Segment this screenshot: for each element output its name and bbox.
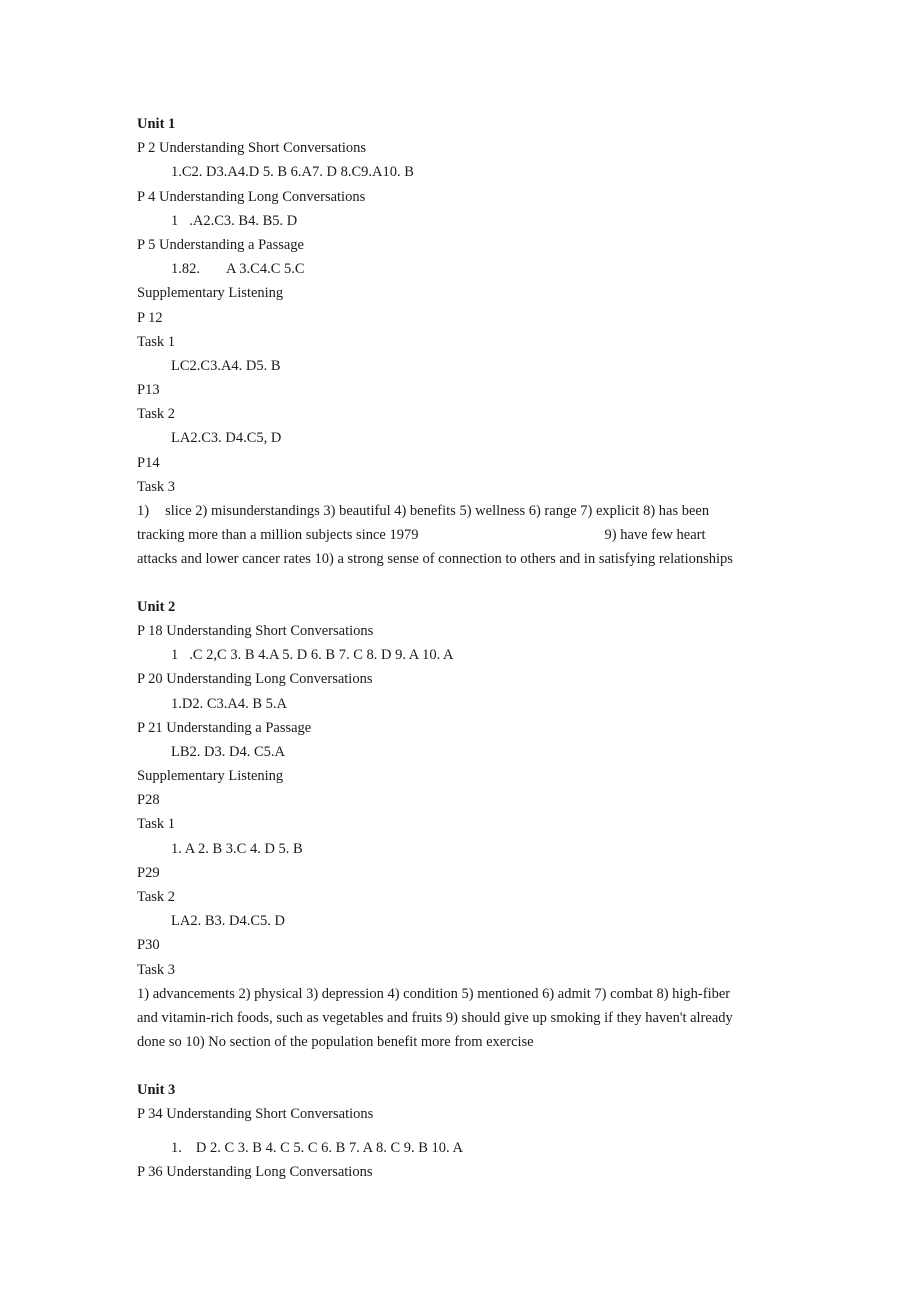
answer-values: tracking more than a million subjects since 1979 xyxy=(137,527,419,544)
unit-2-passage-heading: P 21 Understanding a Passage xyxy=(137,719,312,736)
unit-1-task-2-heading: Task 2 xyxy=(137,406,176,423)
unit-1-supplementary-heading: Supplementary Listening xyxy=(137,285,284,302)
unit-2-page-29: P29 xyxy=(137,864,160,881)
unit-2-task-3-answers-line-1: 1) advancements 2) physical 3) depression 4) condition 5) mentioned 6) admit 7) combat 8) high-fiber xyxy=(137,985,731,1002)
unit-3-short-conversations-heading: P 34 Understanding Short Conversations xyxy=(137,1105,374,1122)
unit-3-long-conversations-heading: P 36 Understanding Long Conversations xyxy=(137,1164,373,1181)
unit-2-supplementary-heading: Supplementary Listening xyxy=(137,768,284,785)
answer-values: .C 2,C 3. B 4.A 5. D 6. B 7. C 8. D 9. A 10. A xyxy=(189,647,454,664)
answer-number: 1.82. xyxy=(171,261,200,278)
unit-1-page-13: P13 xyxy=(137,382,160,399)
unit-2-passage-answers: LB2. D3. D4. C5.A xyxy=(171,743,285,760)
unit-2-task-3-answers-line-2: and vitamin-rich foods, such as vegetables and fruits 9) should give up smoking if they haven't already xyxy=(137,1009,733,1026)
answer-number: 1. xyxy=(171,1139,182,1156)
answer-values: D 2. C 3. B 4. C 5. C 6. B 7. A 8. C 9. B 10. A xyxy=(195,1139,463,1156)
unit-3-title: Unit 3 xyxy=(137,1081,176,1098)
answer-number: 1 xyxy=(171,647,179,664)
unit-1-task-3-answers-line-2 xyxy=(137,523,787,547)
unit-1-passage-answers xyxy=(137,257,787,281)
unit-1-task-3-heading: Task 3 xyxy=(137,478,176,495)
unit-2-task-1-heading: Task 1 xyxy=(137,816,176,833)
unit-2-short-conversations-heading: P 18 Understanding Short Conversations xyxy=(137,622,374,639)
section-gap xyxy=(137,572,787,595)
unit-2-title: Unit 2 xyxy=(137,598,176,615)
unit-2-short-conversations-answers xyxy=(137,643,787,667)
unit-1-long-conversations-heading: P 4 Understanding Long Conversations xyxy=(137,188,366,205)
answer-values: A 3.C4.C 5.C xyxy=(226,261,305,278)
answer-values: 9) have few heart xyxy=(604,527,706,544)
unit-1-task-1-heading: Task 1 xyxy=(137,333,176,350)
answer-values: slice 2) misunderstandings 3) beautiful 4) benefits 5) wellness 6) range 7) explicit 8) has been xyxy=(165,503,710,519)
unit-1-long-conversations-answers xyxy=(137,209,787,233)
unit-2-long-conversations-heading: P 20 Understanding Long Conversations xyxy=(137,671,373,688)
unit-2-task-3-heading: Task 3 xyxy=(137,961,176,978)
section-gap xyxy=(137,1054,787,1077)
answer-key-page xyxy=(137,112,787,1184)
unit-2-task-1-answers: 1. A 2. B 3.C 4. D 5. B xyxy=(171,840,303,857)
unit-2-page-28: P28 xyxy=(137,792,160,809)
unit-1-page-12: P 12 xyxy=(137,309,163,326)
unit-1-short-conversations-heading: P 2 Understanding Short Conversations xyxy=(137,140,367,157)
unit-3-short-conversations-answers xyxy=(137,1136,787,1160)
unit-2-page-30: P30 xyxy=(137,937,160,954)
spacer xyxy=(137,1126,787,1136)
unit-1-passage-heading: P 5 Understanding a Passage xyxy=(137,236,304,253)
unit-1-task-3-answers-line-1 xyxy=(137,499,787,523)
unit-2-long-conversations-answers: 1.D2. C3.A4. B 5.A xyxy=(171,695,288,712)
unit-1-page-14: P14 xyxy=(137,454,160,471)
answer-values: .A2.C3. B4. B5. D xyxy=(189,212,298,229)
unit-2-task-2-heading: Task 2 xyxy=(137,889,176,905)
unit-1-task-1-answers: LC2.C3.A4. D5. B xyxy=(171,357,281,374)
unit-1-task-2-answers: LA2.C3. D4.C5, D xyxy=(171,430,282,447)
unit-1-title: Unit 1 xyxy=(137,116,176,132)
unit-1-short-conversations-answers: 1.C2. D3.A4.D 5. B 6.A7. D 8.C9.A10. B xyxy=(171,164,414,181)
answer-number: 1) xyxy=(137,503,150,519)
answer-number: 1 xyxy=(171,212,179,229)
unit-2-task-3-answers-line-3: done so 10) No section of the population benefit more from exercise xyxy=(137,1034,534,1051)
unit-2-task-2-answers: LA2. B3. D4.C5. D xyxy=(171,913,285,930)
unit-1-task-3-answers-line-3: attacks and lower cancer rates 10) a strong sense of connection to others and in satisfying relationships xyxy=(137,551,733,568)
